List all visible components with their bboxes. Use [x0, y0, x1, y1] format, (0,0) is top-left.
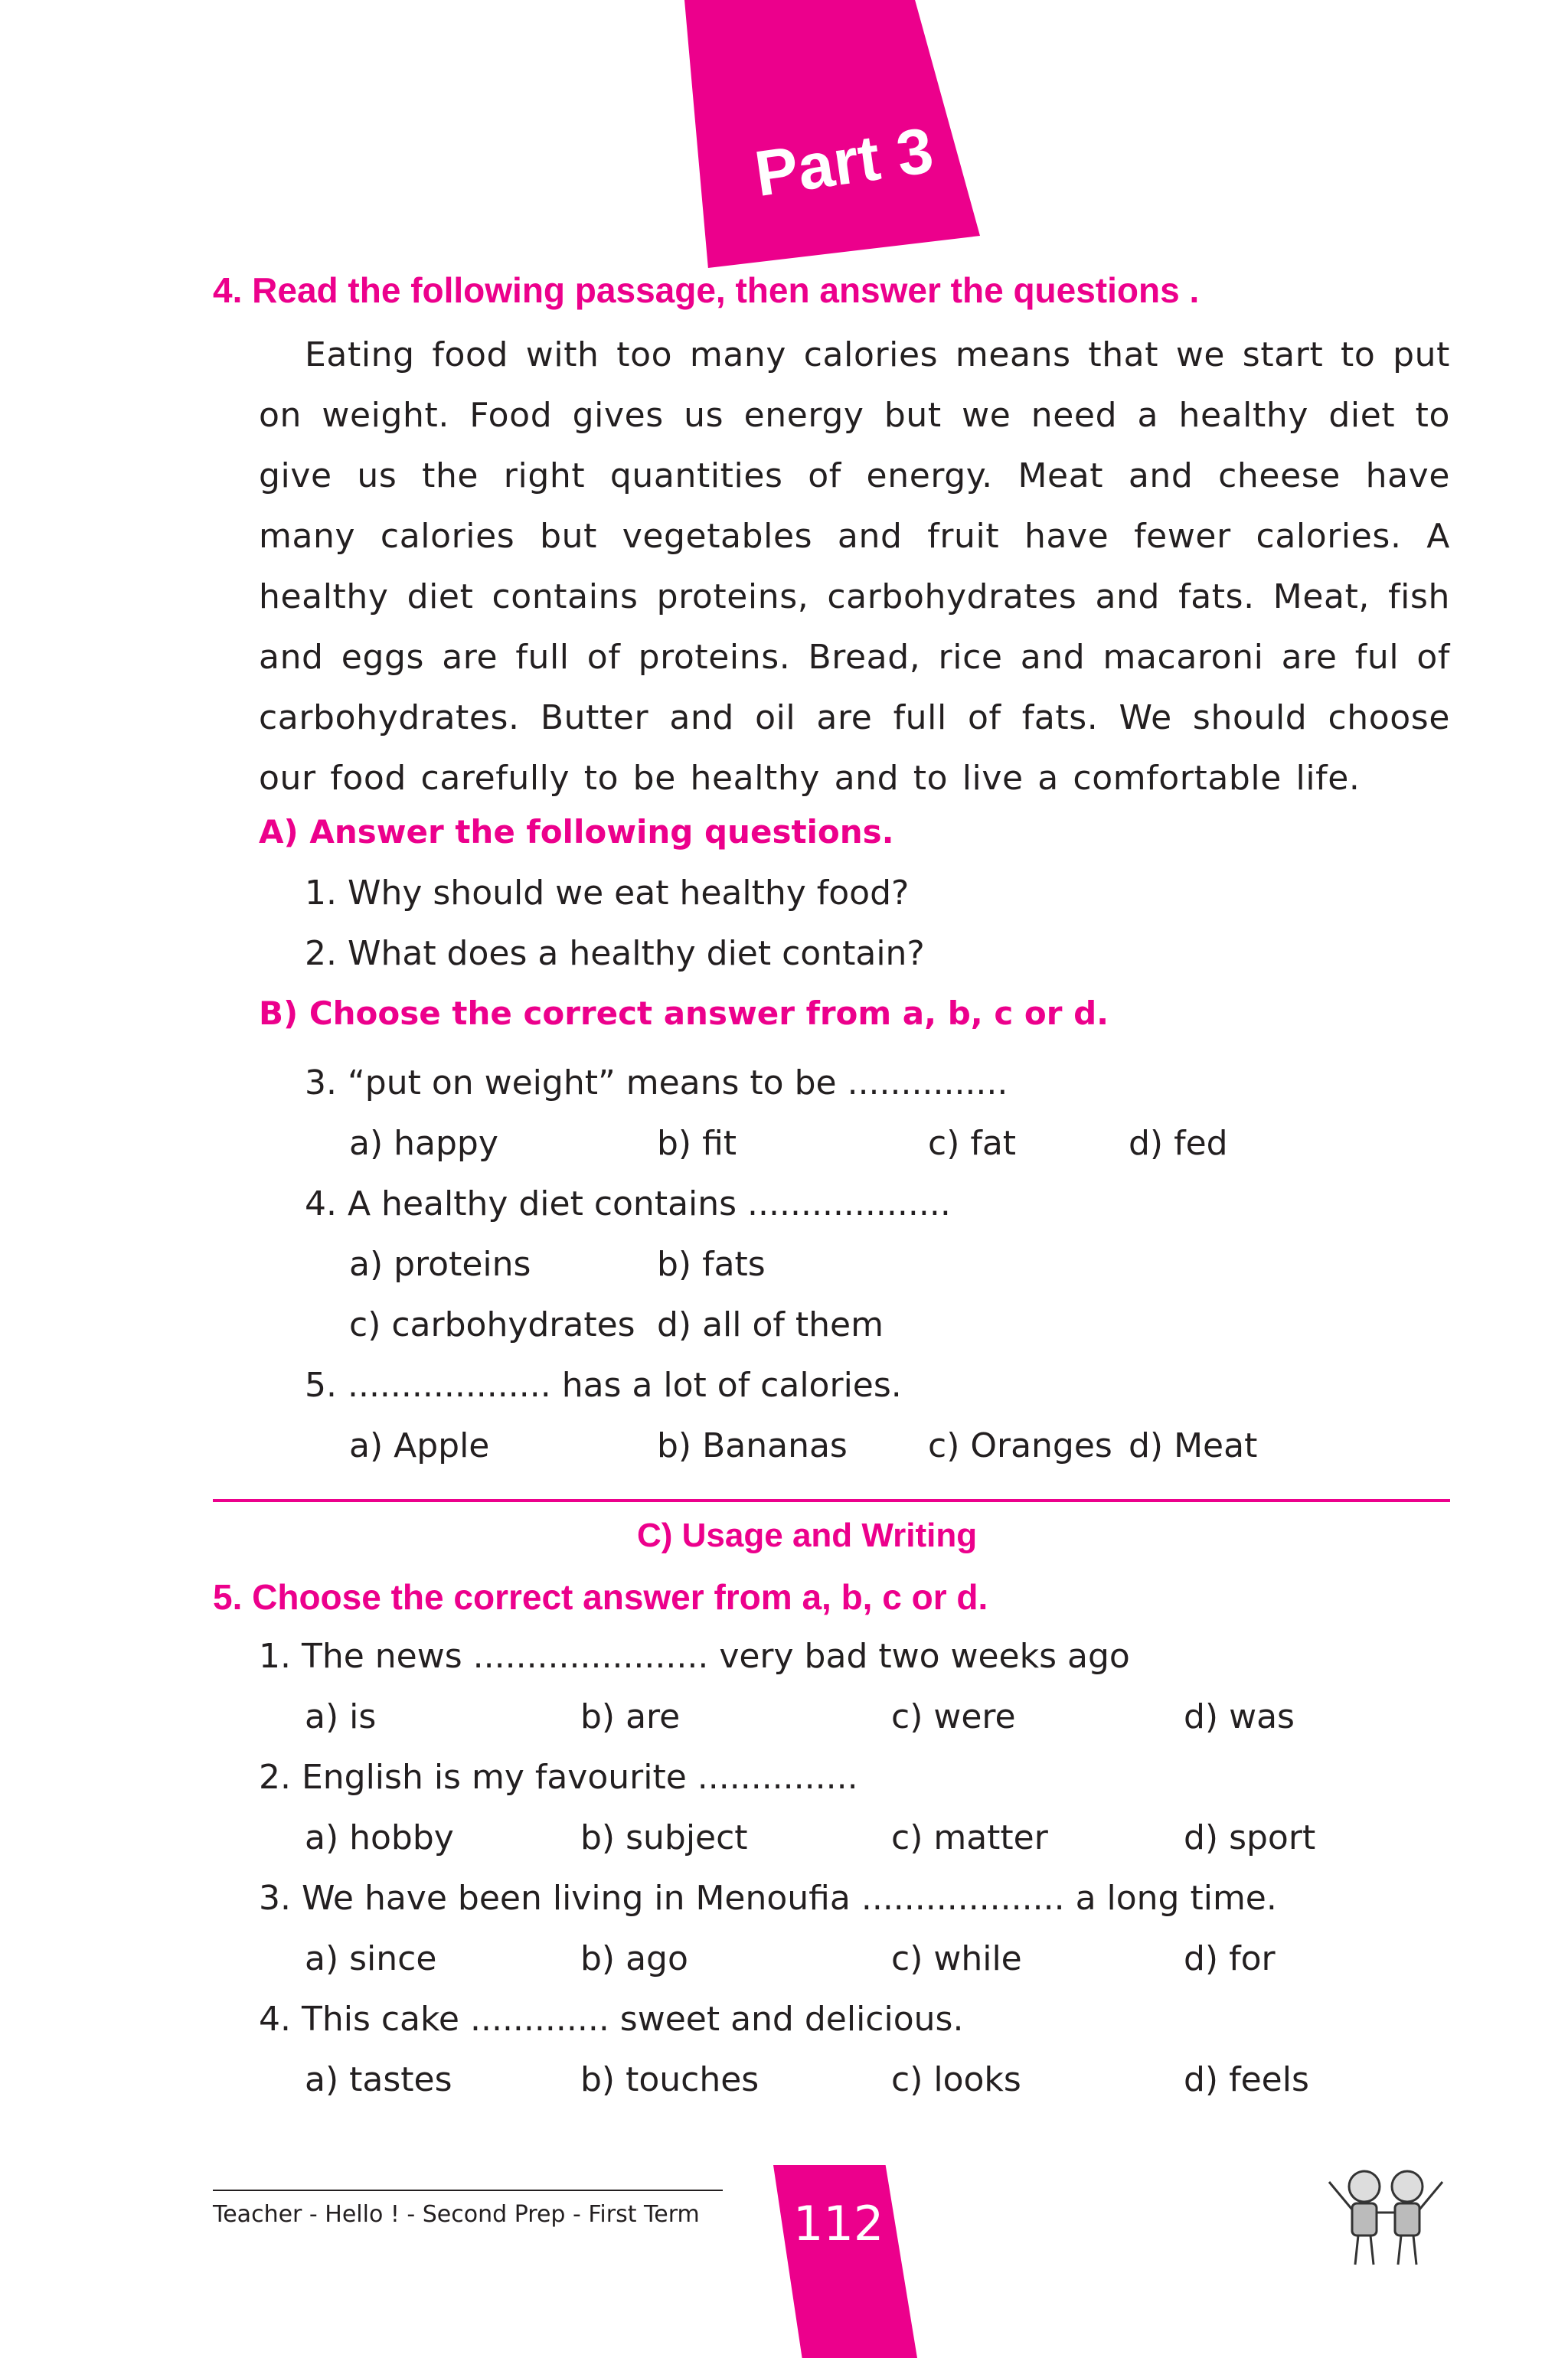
option-5-1-a: a) is [305, 1697, 377, 1736]
option-5-4-b: b) touches [580, 2060, 760, 2099]
option-b4-a: a) proteins [349, 1245, 531, 1284]
option-5-2-d: d) sport [1184, 1818, 1316, 1857]
option-5-2-c: c) matter [891, 1818, 1048, 1857]
option-b4-d: d) all of them [657, 1305, 884, 1344]
option-b4-b: b) fats [657, 1245, 766, 1284]
option-5-2-b: b) subject [580, 1818, 748, 1857]
option-5-1-b: b) are [580, 1697, 681, 1736]
option-b3-b: b) fit [657, 1124, 737, 1163]
mascot-illustration [1317, 2159, 1455, 2274]
option-5-4-d: d) feels [1184, 2060, 1309, 2099]
option-5-3-c: c) while [891, 1939, 1022, 1978]
reading-passage: Eating food with too many calories means that we start to put on weight. Food gives us energy but we need a healthy diet to give us the right quantities of energy. Meat and cheese have many calories but vegetables and fruit have fewer calories. A healthy diet contains proteins, carbohydrates and fats. Meat, fish and eggs are full of proteins. Bread, rice and macaroni are ful of carbohydrates. Butter and oil are full of fats. We should choose our food carefully to be healthy and to live a comfortable life. [259, 335, 1450, 798]
question-b3: 3. “put on weight” means to be ............... [305, 1063, 1008, 1102]
option-b5-a: a) Apple [349, 1426, 490, 1465]
option-5-4-c: c) looks [891, 2060, 1021, 2099]
option-5-3-d: d) for [1184, 1939, 1276, 1978]
footer-text: Teacher - Hello ! - Second Prep - First Term [213, 2201, 700, 2228]
question-a1: 1. Why should we eat healthy food? [305, 874, 910, 913]
section-4-heading: 4. Read the following passage, then answer the questions . [213, 270, 1200, 310]
section-c-heading: C) Usage and Writing [637, 1517, 978, 1554]
part-title: Part 3 [750, 113, 938, 211]
option-5-1-c: c) were [891, 1697, 1016, 1736]
option-b3-a: a) happy [349, 1124, 498, 1163]
question-a2: 2. What does a healthy diet contain? [305, 934, 925, 973]
question-5-2: 2. English is my favourite ............... [259, 1758, 858, 1797]
option-b3-d: d) fed [1129, 1124, 1228, 1163]
question-b4: 4. A healthy diet contains ................... [305, 1184, 951, 1223]
option-b3-c: c) fat [928, 1124, 1017, 1163]
part-a-heading: A) Answer the following questions. [259, 813, 894, 851]
page-number: 112 [793, 2196, 884, 2252]
page-number-tab [773, 2165, 917, 2358]
part-b-heading: B) Choose the correct answer from a, b, c or d. [259, 994, 1109, 1032]
question-5-4: 4. This cake ............. sweet and delicious. [259, 2000, 964, 2039]
question-b5: 5. ................... has a lot of calories. [305, 1366, 902, 1405]
option-b4-c: c) carbohydrates [349, 1305, 635, 1344]
footer-rule [213, 2190, 723, 2191]
option-5-3-b: b) ago [580, 1939, 688, 1978]
option-5-2-a: a) hobby [305, 1818, 454, 1857]
option-b5-c: c) Oranges [928, 1426, 1112, 1465]
question-5-3: 3. We have been living in Menoufia ................... a long time. [259, 1879, 1277, 1918]
section-5-heading: 5. Choose the correct answer from a, b, c or d. [213, 1577, 988, 1617]
option-b5-b: b) Bananas [657, 1426, 848, 1465]
option-5-3-a: a) since [305, 1939, 437, 1978]
option-5-1-d: d) was [1184, 1697, 1295, 1736]
option-5-4-a: a) tastes [305, 2060, 452, 2099]
option-b5-d: d) Meat [1129, 1426, 1258, 1465]
section-divider [213, 1499, 1450, 1502]
question-5-1: 1. The news ...................... very bad two weeks ago [259, 1637, 1130, 1676]
